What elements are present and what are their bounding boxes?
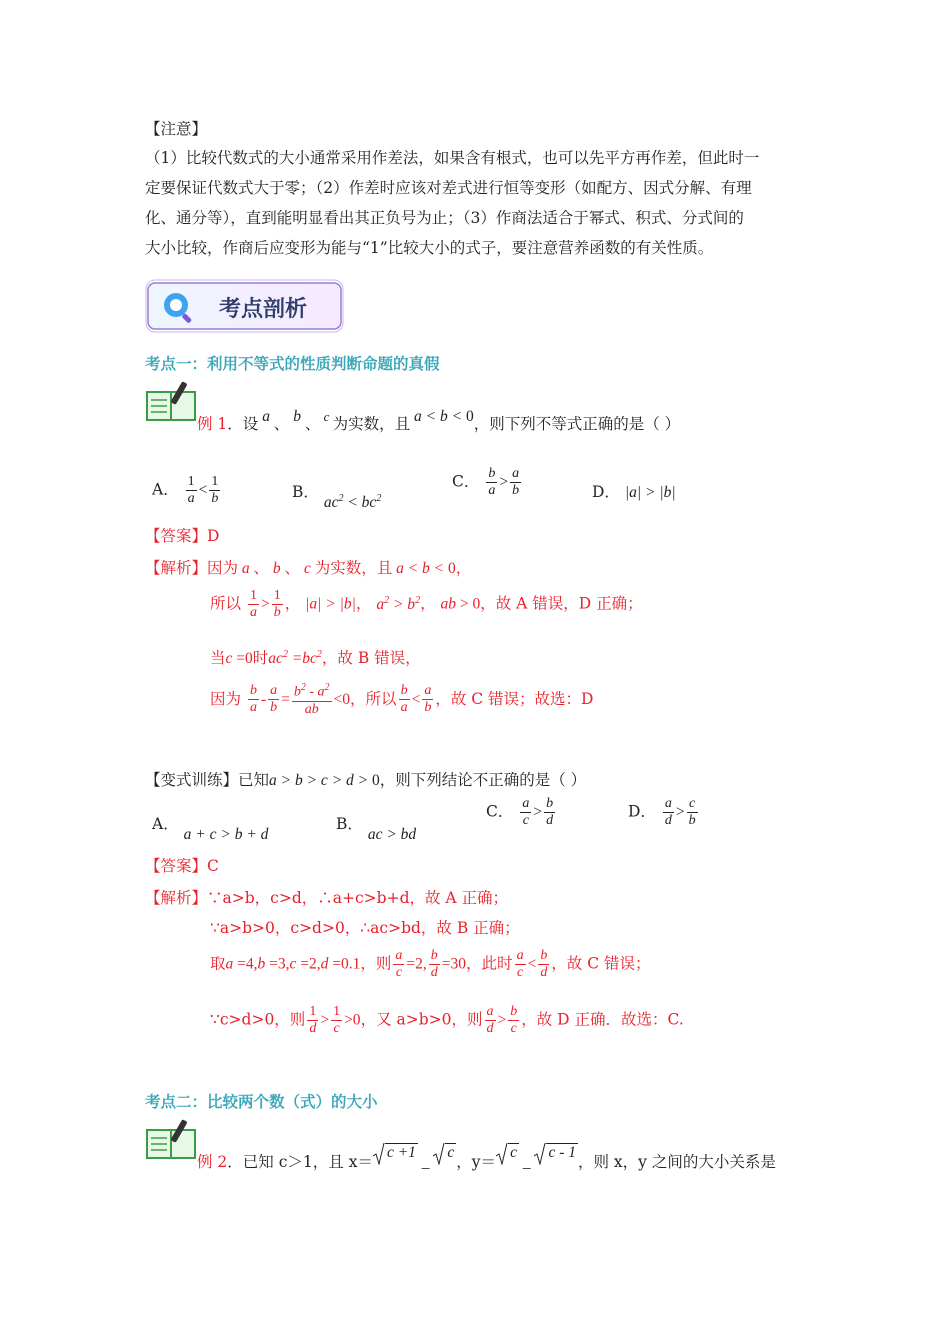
variant-analysis-2: ∵a>b>0，c>d>0，∴ac>bd，故 B 正确； <box>210 919 520 937</box>
analysis-text: 因为 <box>207 559 239 577</box>
analysis-text: 因为 <box>210 689 242 708</box>
note-line: （1）比较代数式的大小通常采用作差法，如果含有根式，也可以先平方再作差，但此时一 <box>145 149 760 167</box>
analysis-line-4: 因为 $\frac{b}{a}$ - $\frac{a}{b}$ = $\frac{b^2 - a^2}{ab}$ <0，所以 $\frac{b}{a}$ < $\frac{a}{b}$ ，故 C 错误；故选：D <box>210 682 594 717</box>
example-1-stem: 例 1．设 a 、 b 、 $^c$ 为实数，且 a < b < 0，则下列不等式正确的是（ ） <box>197 408 681 433</box>
example-2-stem: 例 2．已知 c＞1，且 x＝ c +1 _ c，y＝ c _ c - 1，则 x，y 之间的大小关系是 <box>197 1144 776 1171</box>
book-icon <box>145 380 199 424</box>
variant-answer <box>145 854 219 876</box>
analysis-text: 时 <box>252 649 269 667</box>
stem-text: ，则 x，y 之间的大小关系是 <box>578 1153 776 1171</box>
answer-value: C <box>207 857 219 875</box>
note-title: 【注意】 <box>145 120 208 138</box>
variant-option-b[interactable]: B． ac > bd <box>336 815 417 843</box>
option-a[interactable]: A． $\frac{1}{a}$ < $\frac{1}{b}$ <box>152 474 219 507</box>
analysis-text: ，所以 <box>350 689 397 708</box>
analysis-text: ，则 <box>360 954 392 973</box>
option-label: D． <box>592 483 620 501</box>
example-label: 例 2 <box>197 1153 228 1171</box>
option-label: C． <box>452 472 480 491</box>
answer-label: 【答案】 <box>145 527 208 545</box>
note-line: 定要保证代数式大于零；（2）作差时应该对差式进行恒等变形（如配方、因式分解、有理 <box>145 179 752 197</box>
answer-value: D <box>207 527 220 545</box>
option-c[interactable]: C． $\frac{b}{a}$ > $\frac{a}{b}$ <box>452 466 520 499</box>
stem-text: 为实数，且 <box>332 415 411 433</box>
note-line: 化、通分等），直到能明显看出其正负号为止；（3）作商法适合于幂式、积式、分式间的 <box>145 209 744 227</box>
option-label: C． <box>486 802 514 821</box>
option-b[interactable]: B． $ac^2 < bc^2$ <box>292 483 382 511</box>
analysis-text: ，故 C 错误；故选：D <box>435 689 594 708</box>
stem-text: ，则下列不等式正确的是（ ） <box>473 415 681 433</box>
analysis-line-1: 【解析】因为 a 、 b 、 c 为实数，且 a < b < 0， <box>145 559 472 577</box>
search-icon <box>159 288 199 326</box>
option-label: A． <box>152 815 179 833</box>
variant-label: 【变式训练】已知 <box>145 771 270 789</box>
option-label: B． <box>292 483 319 501</box>
analysis-text: ∵c>d>0，则 <box>210 1010 306 1029</box>
analysis-text: ，故 A 错误，D 正确； <box>480 594 643 613</box>
analysis-line-3: 当c =0时$ac^2 =bc^2$，故 B 错误， <box>210 648 421 667</box>
analysis-label: 【解析】 <box>145 889 208 907</box>
stem-text: ，则下列结论不正确的是（ ） <box>379 771 587 789</box>
answer <box>145 524 219 546</box>
banner-title: 考点剖析 <box>219 297 308 322</box>
analysis-line-2: 所以 $\frac{1}{a}$ > $\frac{1}{b}$ ， |a| > |b|， $a^2 > b^2$， ab > 0，故 A 错误，D 正确； <box>210 588 643 621</box>
option-label: A． <box>152 480 179 499</box>
book-icon <box>145 1118 199 1162</box>
variant-stem: 【变式训练】已知a > b > c > d > 0，则下列结论不正确的是（ ） <box>145 771 587 789</box>
stem-text: ．设 <box>227 415 259 433</box>
variant-analysis-3: 取a =4,b =3,c =2,d =0.1，则 $\frac{a}{c}$ =2, $\frac{b}{d}$ =30，此时 $\frac{a}{c}$ < $\frac{b}{d}$ ，故 C 错误； <box>210 948 651 981</box>
analysis-label: 【解析】 <box>145 559 208 577</box>
answer-label: 【答案】 <box>145 857 208 875</box>
variant-option-d[interactable]: D． $\frac{a}{d}$ > $\frac{c}{b}$ <box>628 796 696 829</box>
option-d[interactable]: D． |a| > |b| <box>592 483 676 501</box>
variant-option-a[interactable]: A． a + c > b + d <box>152 815 269 843</box>
variant-option-c[interactable]: C． $\frac{a}{c}$ > $\frac{b}{d}$ <box>486 796 554 829</box>
analysis-text: ，故 D 正确．故选：C. <box>521 1010 684 1029</box>
option-label: B． <box>336 815 363 833</box>
variant-analysis-1 <box>145 886 508 908</box>
analysis-text: 为实数，且 <box>314 559 393 577</box>
analysis-text: 取 <box>210 954 226 973</box>
analysis-text: 当 <box>210 649 226 667</box>
stem-text: ．已知 c＞1，且 x＝ <box>227 1153 373 1171</box>
analysis-text: ∵a>b，c>d，∴a+c>b+d，故 A 正确； <box>207 889 509 907</box>
analysis-text: ，故 C 错误； <box>551 954 651 973</box>
section-title: 考点二：比较两个数（式）的大小 <box>145 1092 378 1111</box>
variant-analysis-4: ∵c>d>0，则 $\frac{1}{d}$ > $\frac{1}{c}$ >0，又 a>b>0，则 $\frac{a}{d}$ > $\frac{b}{c}$ ，故 D 正确．故选：C. <box>210 1004 684 1037</box>
analysis-text: ，故 B 错误， <box>321 649 421 667</box>
option-label: D． <box>628 802 656 821</box>
stem-text: ，y＝ <box>456 1153 497 1171</box>
section-banner <box>145 278 345 334</box>
analysis-text: ，又 a>b>0，则 <box>360 1010 483 1029</box>
analysis-text: ，此时 <box>466 954 513 973</box>
section-title: 考点一：利用不等式的性质判断命题的真假 <box>145 354 440 373</box>
example-label: 例 1 <box>197 415 228 433</box>
analysis-text: 所以 <box>210 594 242 613</box>
note-line: 大小比较，作商后应变形为能与“1”比较大小的式子，要注意营养函数的有关性质。 <box>145 239 714 257</box>
